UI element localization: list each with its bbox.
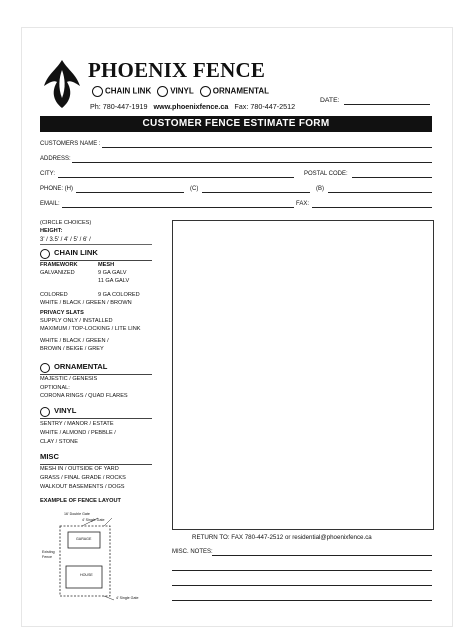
vinyl-colors-2[interactable]: CLAY / STONE (40, 439, 78, 445)
misc-notes-line-3[interactable] (172, 585, 432, 586)
service-chain-link: CHAIN LINK (92, 86, 151, 97)
ornamental-optional-label: OPTIONAL: (40, 385, 70, 391)
colored-option[interactable]: COLORED (40, 292, 68, 298)
mesh-label: MESH (98, 262, 115, 268)
phone-business-label: (B) (316, 186, 324, 192)
section-ornamental: ORNAMENTAL (40, 362, 152, 375)
address-field[interactable] (72, 162, 432, 163)
section-chain-link: CHAIN LINK (40, 248, 152, 261)
email-label: EMAIL: (40, 201, 60, 207)
ornamental-extras-option[interactable]: CORONA RINGS / QUAD FLARES (40, 393, 128, 399)
fence-sketch-area[interactable] (172, 220, 434, 530)
fax-text: Fax: 780-447-2512 (234, 102, 296, 111)
slats-colors-2[interactable]: BROWN / BEIGE / GREY (40, 346, 104, 352)
vinyl-style-option[interactable]: SENTRY / MANOR / ESTATE (40, 421, 114, 427)
privacy-slats-label: PRIVACY SLATS (40, 310, 84, 316)
circle-choices-note: (CIRCLE CHOICES) (40, 220, 92, 226)
contact-line (90, 102, 295, 111)
chain-link-colors[interactable]: WHITE / BLACK / GREEN / BROWN (40, 300, 132, 306)
city-label: CITY: (40, 171, 56, 177)
section-misc: MISC (40, 452, 152, 465)
diagram-double-gate: 16' Double Gate (64, 512, 90, 516)
postal-code-label: POSTAL CODE: (304, 171, 348, 177)
form-sheet (22, 28, 452, 626)
phoenix-logo-icon (42, 56, 82, 112)
bullet-icon (92, 86, 103, 97)
galvanized-option[interactable]: GALVANIZED (40, 270, 75, 276)
diagram-single-gate: 4' Single Gate (82, 518, 105, 522)
misc-walkout-option[interactable]: WALKOUT BASEMENTS / DOGS (40, 484, 125, 490)
form-title: CUSTOMER FENCE ESTIMATE FORM (40, 116, 432, 132)
service-ornamental: ORNAMENTAL (200, 86, 269, 97)
fax-field[interactable] (312, 207, 432, 208)
vinyl-colors-1[interactable]: WHITE / ALMOND / PEBBLE / (40, 430, 116, 436)
misc-notes-line-2[interactable] (172, 570, 432, 571)
diagram-single-gate-2: 4' Single Gate (116, 596, 139, 600)
phone-cell-label: (C) (190, 186, 199, 192)
slats-type-option[interactable]: MAXIMUM / TOP-LOCKING / LITE LINK (40, 326, 141, 332)
address-label: ADDRESS: (40, 156, 71, 162)
divider (40, 244, 152, 245)
diagram-house: HOUSE (80, 573, 93, 577)
phone-cell-field[interactable] (202, 192, 310, 193)
service-vinyl: VINYL (157, 86, 194, 97)
phone-home-label: PHONE: (H) (40, 186, 73, 192)
section-vinyl: VINYL (40, 406, 152, 419)
city-field[interactable] (58, 177, 294, 178)
height-label: HEIGHT: (40, 228, 63, 234)
diagram-existing-fence: Existing Fence (42, 550, 55, 559)
misc-notes-label: MISC. NOTES: (172, 549, 213, 555)
height-options[interactable]: 3' / 3.5' / 4' / 5' / 6' / (40, 237, 91, 243)
mesh-11ga-option[interactable]: 11 GA GALV (98, 278, 130, 284)
customer-name-field[interactable] (102, 147, 432, 148)
phone-business-field[interactable] (328, 192, 432, 193)
diagram-garage: GARAGE (76, 537, 92, 541)
bullet-icon (40, 407, 50, 417)
postal-code-field[interactable] (352, 177, 432, 178)
slats-supply-option[interactable]: SUPPLY ONLY / INSTALLED (40, 318, 113, 324)
phone-home-field[interactable] (76, 192, 184, 193)
phone-text: Ph: 780-447-1919 (90, 102, 148, 111)
brand-name: PHOENIX FENCE (88, 58, 266, 82)
framework-label: FRAMEWORK (40, 262, 78, 268)
date-field[interactable] (344, 104, 430, 105)
mesh-9ga-colored-option[interactable]: 9 GA COLORED (98, 292, 140, 298)
return-to-text: RETURN TO: FAX 780-447-2512 or residential@phoenixfence.ca (192, 534, 372, 541)
customer-name-label: CUSTOMERS NAME : (40, 141, 101, 147)
date-label: DATE: (320, 97, 340, 104)
bullet-icon (40, 249, 50, 259)
misc-notes-line-4[interactable] (172, 600, 432, 601)
service-list (92, 86, 269, 97)
example-layout-label: EXAMPLE OF FENCE LAYOUT (40, 498, 121, 504)
misc-notes-line-1[interactable] (212, 555, 432, 556)
email-field[interactable] (62, 207, 294, 208)
bullet-icon (40, 363, 50, 373)
website-link[interactable]: www.phoenixfence.ca (153, 102, 229, 111)
ornamental-style-option[interactable]: MAJESTIC / GENESIS (40, 376, 98, 382)
bullet-icon (200, 86, 211, 97)
fax-label: FAX: (296, 201, 310, 207)
misc-mesh-option[interactable]: MESH IN / OUTSIDE OF YARD (40, 466, 119, 472)
bullet-icon (157, 86, 168, 97)
mesh-9ga-option[interactable]: 9 GA GALV (98, 270, 127, 276)
misc-grade-option[interactable]: GRASS / FINAL GRADE / ROCKS (40, 475, 126, 481)
slats-colors-1[interactable]: WHITE / BLACK / GREEN / (40, 338, 109, 344)
